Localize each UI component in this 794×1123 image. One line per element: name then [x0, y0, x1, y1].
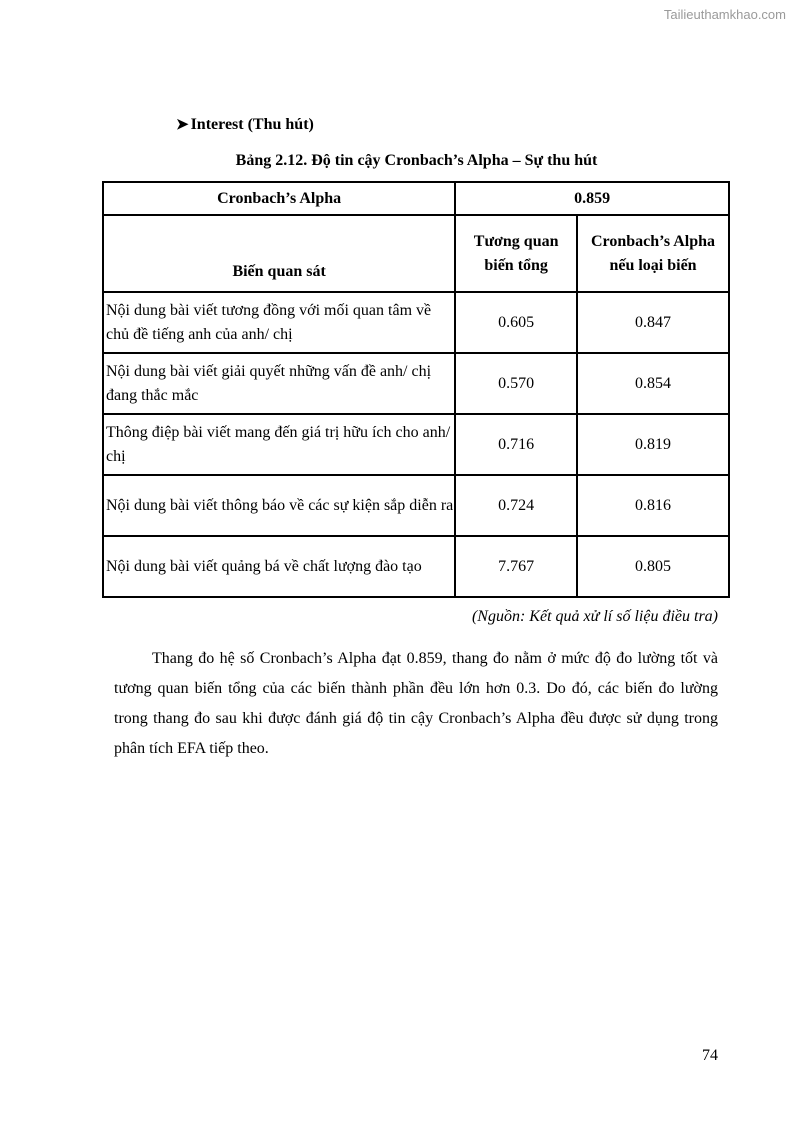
row-label: Thông điệp bài viết mang đến giá trị hữu ích cho anh/ chị [103, 414, 455, 475]
alpha-value-cell: 0.859 [455, 182, 729, 215]
alpha-summary-row [103, 182, 729, 215]
section-heading-text: Interest (Thu hút) [190, 115, 314, 133]
row-alpha: 0.847 [577, 292, 729, 353]
row-correlation: 0.570 [455, 353, 577, 414]
row-label: Nội dung bài viết giải quyết những vấn đề anh/ chị đang thắc mắc [103, 353, 455, 414]
table-row [103, 353, 729, 414]
row-correlation: 0.605 [455, 292, 577, 353]
table-row [103, 292, 729, 353]
row-correlation: 7.767 [455, 536, 577, 597]
row-correlation: 0.724 [455, 475, 577, 536]
row-label: Nội dung bài viết tương đồng với mối quan tâm về chủ đề tiếng anh của anh/ chị [103, 292, 455, 353]
row-label: Nội dung bài viết thông báo về các sự kiện sắp diễn ra [103, 475, 455, 536]
row-alpha: 0.854 [577, 353, 729, 414]
header-alpha-line1: Cronbach’s Alpha [590, 232, 716, 250]
header-corr-line2: biến tổng [484, 256, 548, 274]
header-corr-line1: Tương quan [473, 232, 559, 250]
header-alpha-if-deleted [577, 215, 729, 292]
table-source-note: (Nguồn: Kết quả xử lí số liệu điều tra) [471, 608, 718, 625]
table-caption: Bảng 2.12. Độ tin cậy Cronbach’s Alpha – Sự thu hút [235, 152, 598, 169]
row-alpha: 0.816 [577, 475, 729, 536]
table-row [103, 414, 729, 475]
alpha-label-cell: Cronbach’s Alpha [103, 182, 455, 215]
row-alpha: 0.819 [577, 414, 729, 475]
section-heading [176, 115, 314, 134]
row-correlation: 0.716 [455, 414, 577, 475]
body-paragraph: Thang đo hệ số Cronbach’s Alpha đạt 0.859, thang đo nằm ở mức độ đo lường tốt và tương quan biến tổng của các biến thành phần đều lớn hơn 0.3. Do đó, các biến đo lường trong thang đo sau khi được đánh giá độ tin cậy Cronbach’s Alpha đều được sử dụng trong phân tích EFA tiếp theo. [114, 650, 718, 757]
header-alpha-line2: nếu loại biến [609, 256, 697, 274]
page-number: 74 [702, 1047, 718, 1064]
row-alpha: 0.805 [577, 536, 729, 597]
table-row [103, 475, 729, 536]
column-header-row [103, 215, 729, 292]
header-variable: Biến quan sát [103, 215, 455, 292]
arrow-bullet-icon: ➤ [176, 117, 189, 133]
header-item-total-correlation [455, 215, 577, 292]
cronbach-alpha-table [102, 181, 730, 598]
table-row [103, 536, 729, 597]
watermark: Tailieuthamkhao.com [663, 7, 786, 22]
row-label: Nội dung bài viết quảng bá về chất lượng đào tạo [103, 536, 455, 597]
